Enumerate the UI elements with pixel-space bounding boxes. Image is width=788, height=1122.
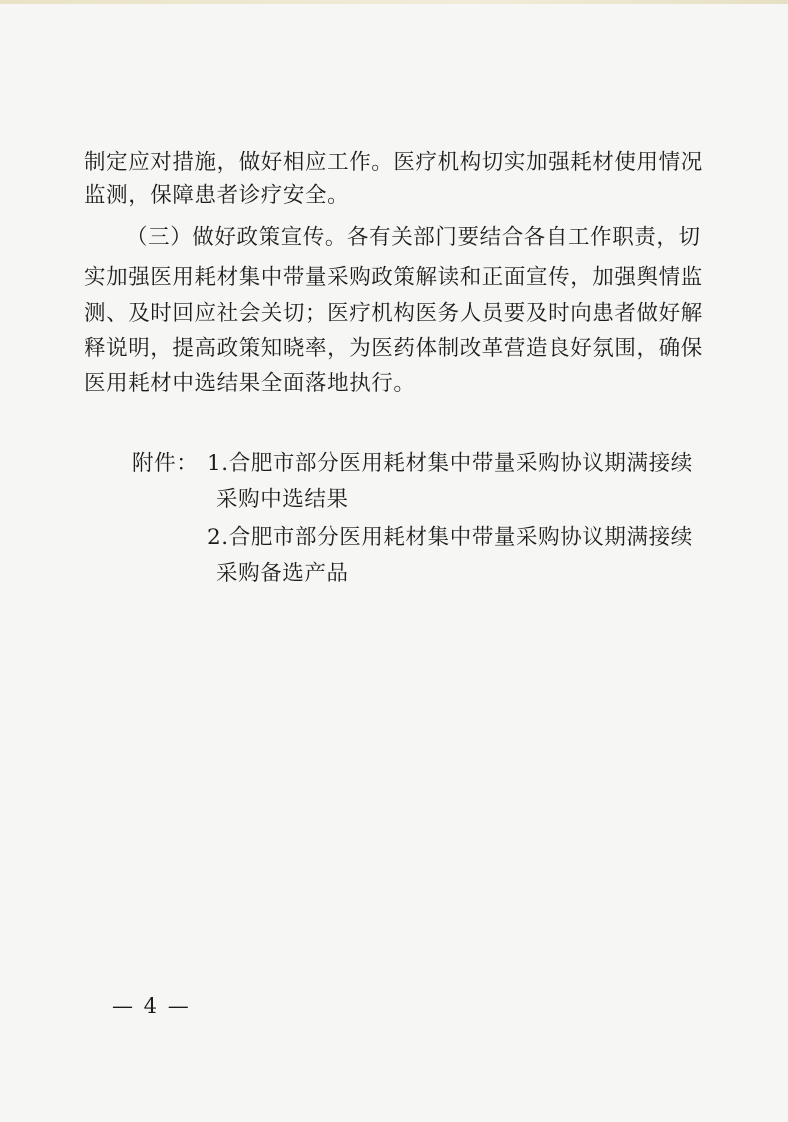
body-line-7: 医用耗材中选结果全面落地执行。 (84, 371, 416, 396)
body-line-6: 释说明，提高政策知晓率，为医药体制改革营造良好氛围，确保 (84, 336, 703, 361)
attachment-1-line-1: 1.合肥市部分医用耗材集中带量采购协议期满接续 (207, 451, 693, 476)
body-line-4: 实加强医用耗材集中带量采购政策解读和正面宣传，加强舆情监 (84, 265, 703, 290)
attachments-label: 附件： (132, 451, 199, 476)
section-heading-line: （三）做好政策宣传。各有关部门要结合各自工作职责，切 (126, 225, 701, 250)
attachment-2-line-1: 2.合肥市部分医用耗材集中带量采购协议期满接续 (207, 525, 693, 550)
body-line-2: 监测，保障患者诊疗安全。 (84, 183, 350, 208)
page-number: — 4 — (112, 994, 191, 1018)
body-line-1: 制定应对措施，做好相应工作。医疗机构切实加强耗材使用情况 (84, 150, 703, 175)
body-line-5: 测、及时回应社会关切；医疗机构医务人员要及时向患者做好解 (84, 301, 703, 326)
page-top-edge (0, 0, 788, 4)
attachment-1-line-2: 采购中选结果 (216, 487, 349, 512)
attachment-2-line-2: 采购备选产品 (216, 561, 349, 586)
